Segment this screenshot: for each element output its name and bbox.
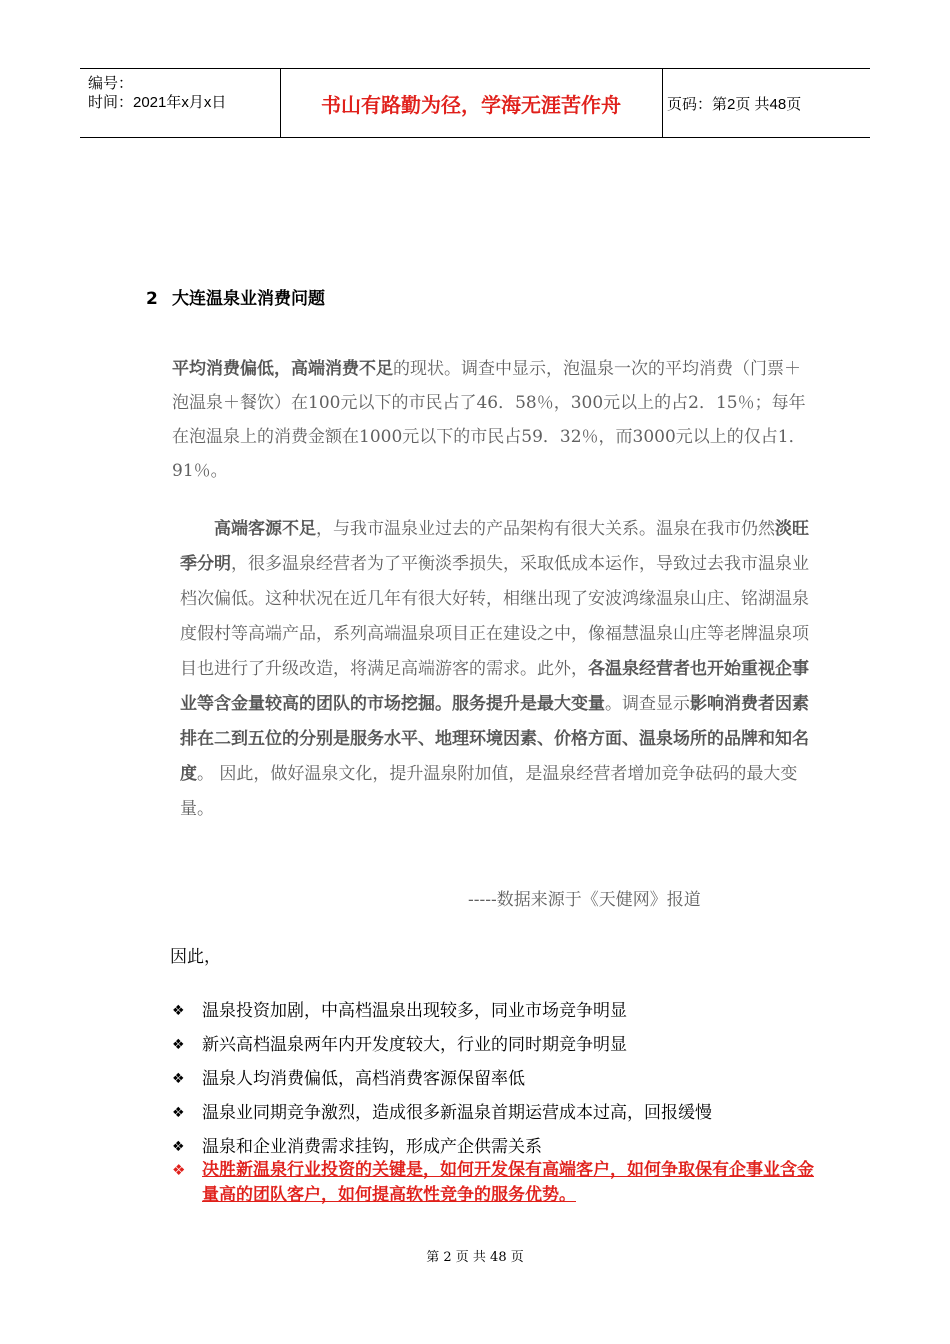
diamond-bullet-icon: ❖ bbox=[172, 1071, 185, 1087]
list-item: ❖ 温泉和企业消费需求挂钩，形成产企供需关系 bbox=[172, 1130, 822, 1164]
section-title: 大连温泉业消费问题 bbox=[172, 289, 325, 309]
key-point-text: 决胜新温泉行业投资的关键是，如何开发保有高端客户，如何争取保有企事业含金量高的团队客户，如何提高软性竞争的服务优势。 bbox=[202, 1160, 814, 1205]
para1-bold: 平均消费偏低，高端消费不足 bbox=[172, 359, 393, 379]
para2-bold-3: 各温泉经营者也开始重视企事业等含金量较高的团队的市场挖掘。服务提升是最大变量 bbox=[180, 659, 809, 714]
section-number: 2 bbox=[146, 289, 158, 309]
page-header bbox=[80, 68, 870, 138]
date-line: 时间：2021年x月x日 bbox=[88, 94, 227, 111]
section-heading bbox=[146, 284, 325, 309]
paragraph-consumption bbox=[172, 352, 812, 488]
diamond-bullet-icon: ❖ bbox=[172, 1161, 186, 1179]
diamond-bullet-icon: ❖ bbox=[172, 1037, 185, 1053]
key-point bbox=[172, 1158, 822, 1208]
para2-text-2: ，很多温泉经营者为了平衡淡季损失，采取低成本运作，导致过去我市温泉业档次偏低。这种状况在近几年有很大好转，相继出现了安波鸿缘温泉山庄、铭湖温泉度假村等高端产品，系列高端温泉项目正在建设之中，像福慧温泉山庄等老牌温泉项目也进行了升级改造，将满足高端游客的需求。此外， bbox=[180, 554, 809, 679]
page-footer: 第 2 页 共 48 页 bbox=[426, 1250, 524, 1265]
para2-text-4: 。 因此，做好温泉文化，提升温泉附加值，是温泉经营者增加竞争砝码的最大变量。 bbox=[180, 764, 798, 819]
diamond-bullet-icon: ❖ bbox=[172, 1139, 185, 1155]
list-item: ❖ 温泉人均消费偏低，高档消费客源保留率低 bbox=[172, 1062, 822, 1096]
header-motto: 书山有路勤为径，学海无涯苦作舟 bbox=[280, 69, 663, 137]
diamond-bullet-icon: ❖ bbox=[172, 1105, 185, 1121]
para2-text-1: ，与我市温泉业过去的产品架构有很大关系。温泉在我市仍然 bbox=[316, 519, 775, 539]
bullet-list bbox=[172, 994, 822, 1164]
para2-bold-1: 高端客源不足 bbox=[214, 519, 316, 539]
para2-bold-4: 影响消费者因素排在二到五位的分别是服务水平、地理环境因素、价格方面、温泉场所的品牌和知名度 bbox=[180, 694, 809, 784]
therefore-text: 因此， bbox=[170, 947, 221, 967]
para2-text-3: 。调查显示 bbox=[605, 694, 690, 714]
code-label: 编号： bbox=[88, 75, 134, 92]
list-item: ❖ 温泉业同期竞争激烈，造成很多新温泉首期运营成本过高，回报缓慢 bbox=[172, 1096, 822, 1130]
list-item: ❖ 新兴高档温泉两年内开发度较大，行业的同时期竞争明显 bbox=[172, 1028, 822, 1062]
paragraph-high-end bbox=[180, 512, 810, 827]
header-page-info: 页码：第2页 共48页 bbox=[667, 95, 802, 113]
para2-bold-2: 淡旺季分明 bbox=[180, 519, 809, 574]
header-meta bbox=[80, 69, 281, 137]
para1-text: 的现状。调查中显示，泡温泉一次的平均消费（门票＋泡温泉＋餐饮）在100元以下的市民占了46．58％，300元以上的占2．15％；每年在泡温泉上的消费金额在1000元以下的市民占59．32％，而3000元以上的仅占1．91％。 bbox=[172, 359, 806, 481]
list-item: ❖ 温泉投资加剧，中高档温泉出现较多，同业市场竞争明显 bbox=[172, 994, 822, 1028]
source-note: -----数据来源于《天健网》报道 bbox=[468, 890, 701, 910]
diamond-bullet-icon: ❖ bbox=[172, 1003, 185, 1019]
